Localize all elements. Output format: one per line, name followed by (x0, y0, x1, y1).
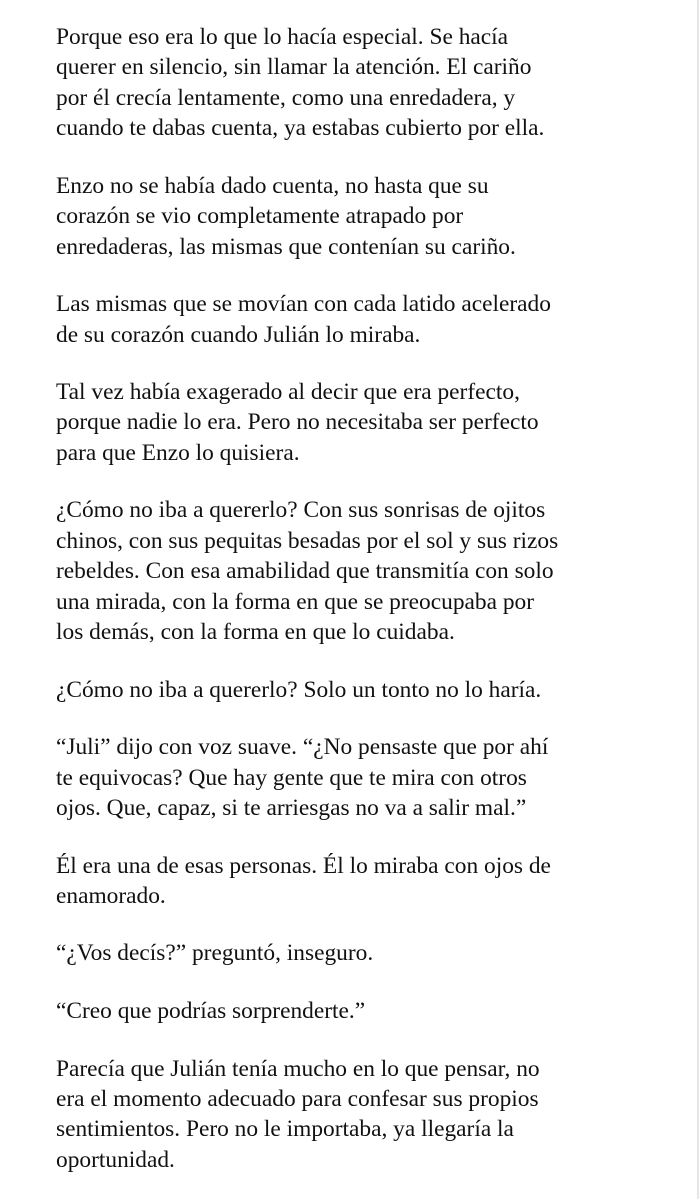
paragraph-8 (56, 851, 676, 912)
text-line: querer en silencio, sin llamar la atención. El cariño (56, 54, 532, 81)
text-line: sentimientos. Pero no le importaba, ya llegaría la (56, 1116, 514, 1143)
text-line: Parecía que Julián tenía mucho en lo que pensar, no (56, 1055, 540, 1082)
paragraph-9 (56, 938, 676, 968)
text-line: cuando te dabas cuenta, ya estabas cubierto por ella. (56, 115, 545, 142)
text-line: rebeldes. Con esa amabilidad que transmitía con solo (56, 558, 554, 585)
text-line: corazón se vio completamente atrapado por (56, 203, 464, 230)
document-body (56, 22, 676, 1202)
text-line: Las mismas que se movían con cada latido acelerado (56, 291, 551, 318)
text-line: ¿Cómo no iba a quererlo? Con sus sonrisas de ojitos (56, 497, 546, 524)
text-line: “¿Vos decís?” preguntó, inseguro. (56, 940, 374, 967)
paragraph-6 (56, 675, 676, 705)
text-line: “Creo que podrías sorprenderte.” (56, 998, 366, 1025)
text-line: porque nadie lo era. Pero no necesitaba ser perfecto (56, 409, 539, 436)
paragraph-7 (56, 732, 676, 823)
text-line: oportunidad. (56, 1146, 175, 1173)
paragraph-10 (56, 996, 676, 1026)
text-line: por él crecía lentamente, como una enredadera, y (56, 84, 516, 111)
text-line: Porque eso era lo que lo hacía especial. Se hacía (56, 24, 509, 50)
text-line: ¿Cómo no iba a quererlo? Solo un tonto no lo haría. (56, 676, 542, 703)
text-line: los demás, con la forma en que lo cuidaba. (56, 619, 455, 645)
text-line: Enzo no se había dado cuenta, no hasta que su (56, 172, 489, 199)
text-line: “Juli” dijo con voz suave. “¿No pensaste que por ahí (56, 734, 549, 761)
text-line: enredaderas, las mismas que contenían su cariño. (56, 233, 516, 260)
text-line: chinos, con sus pequitas besadas por el sol y sus rizos (56, 527, 559, 554)
text-line: ojos. Que, capaz, si te arriesgas no va a salir mal.” (56, 794, 527, 821)
paragraph-2 (56, 171, 676, 262)
paragraph-1 (56, 22, 676, 144)
paragraph-11 (56, 1054, 676, 1176)
text-line: era el momento adecuado para confesar sus propios (56, 1086, 539, 1113)
paragraph-5 (56, 495, 676, 647)
text-line: de su corazón cuando Julián lo miraba. (56, 321, 421, 348)
paragraph-4 (56, 377, 676, 468)
text-line: una mirada, con la forma en que se preocupaba por (56, 588, 535, 615)
text-line: enamorado. (56, 882, 166, 909)
text-line: te equivocas? Que hay gente que te mira con otros (56, 764, 527, 791)
paragraph-3 (56, 289, 676, 350)
text-line: Él era una de esas personas. Él lo miraba con ojos de (56, 852, 551, 879)
text-line: para que Enzo lo quisiera. (56, 439, 300, 466)
text-line: Tal vez había exagerado al decir que era perfecto, (56, 379, 520, 406)
